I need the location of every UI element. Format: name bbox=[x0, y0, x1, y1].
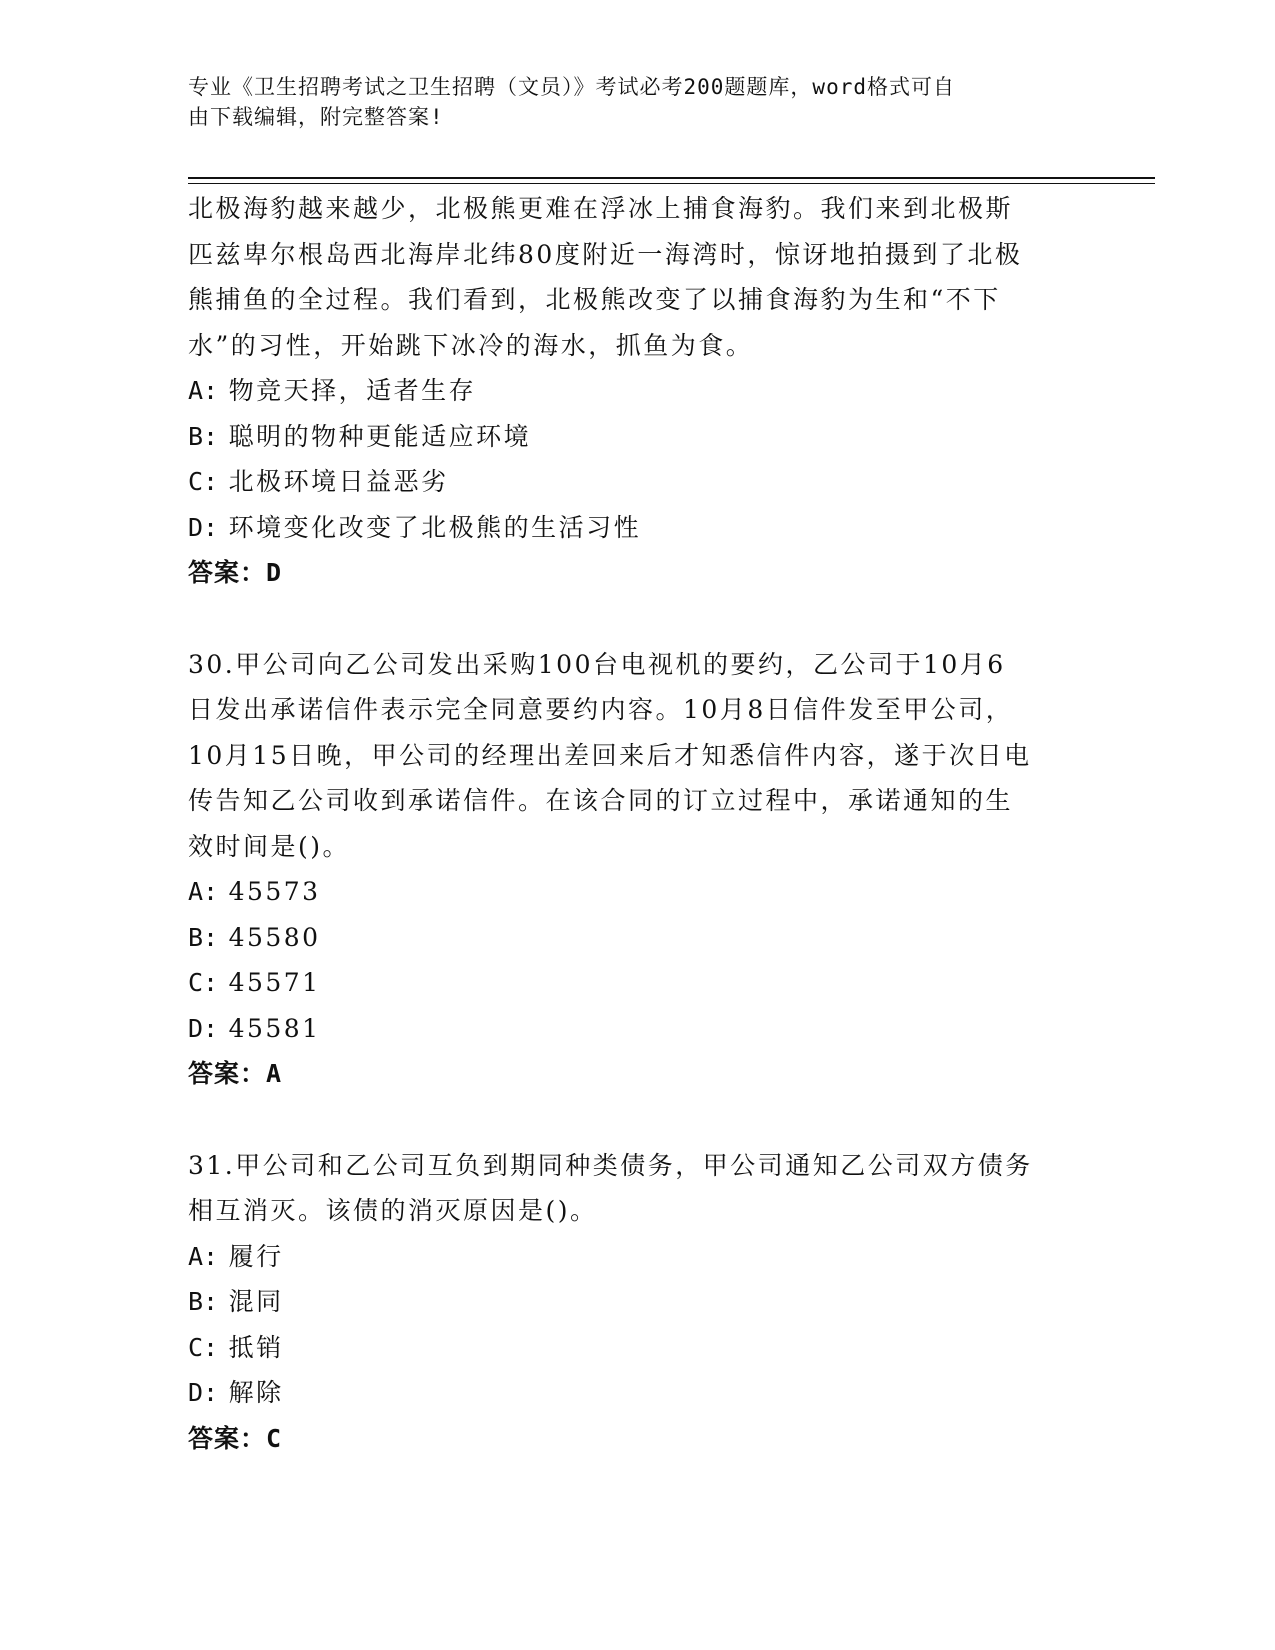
question-stem-line: 北极海豹越来越少，北极熊更难在浮冰上捕食海豹。我们来到北极斯 bbox=[188, 194, 1014, 223]
question-stem-line: 熊捕鱼的全过程。我们看到，北极熊改变了以捕食海豹为生和“不下 bbox=[188, 285, 1001, 314]
option-label: B: bbox=[188, 1287, 219, 1316]
option-label: D: bbox=[188, 1378, 219, 1407]
option-label: B: bbox=[188, 421, 219, 451]
option-label: A: bbox=[188, 1241, 219, 1271]
option-text: 物竞天择，适者生存 bbox=[228, 376, 477, 405]
document-header bbox=[188, 72, 1068, 132]
option-a bbox=[188, 1234, 1088, 1280]
question-stem bbox=[188, 186, 1088, 368]
question-stem-line: 31.甲公司和乙公司互负到期同种类债务，甲公司通知乙公司双方债务 bbox=[188, 1150, 1033, 1180]
answer-line: 答案：D bbox=[188, 558, 283, 587]
question-stem bbox=[188, 642, 1088, 870]
option-label: B: bbox=[188, 922, 219, 952]
question-stem-line: 相互消灭。该债的消灭原因是()。 bbox=[188, 1196, 598, 1225]
option-text: 履行 bbox=[228, 1241, 284, 1271]
question-list bbox=[188, 186, 1088, 1461]
question-block bbox=[188, 642, 1088, 1097]
option-label: C: bbox=[188, 968, 219, 997]
answer-line: 答案：C bbox=[188, 1423, 283, 1453]
option-c bbox=[188, 459, 1088, 505]
question-stem-line: 日发出承诺信件表示完全同意要约内容。10月8日信件发至甲公司， bbox=[188, 695, 1014, 724]
option-text: 聪明的物种更能适应环境 bbox=[228, 421, 532, 451]
option-text: 环境变化改变了北极熊的生活习性 bbox=[228, 512, 642, 542]
header-line-2: 由下载编辑，附完整答案! bbox=[188, 105, 444, 129]
option-label: D: bbox=[188, 512, 219, 542]
question-stem-line: 传告知乙公司收到承诺信件。在该合同的订立过程中，承诺通知的生 bbox=[188, 786, 1014, 815]
question-stem-line: 效时间是()。 bbox=[188, 831, 351, 861]
option-c bbox=[188, 1325, 1088, 1371]
question-stem-line: 10月15日晚，甲公司的经理出差回来后才知悉信件内容，遂于次日电 bbox=[188, 740, 1032, 770]
question-stem bbox=[188, 1143, 1088, 1234]
answer-line: 答案：A bbox=[188, 1059, 283, 1088]
question-stem-line: 匹兹卑尔根岛西北海岸北纬80度附近一海湾时，惊讶地拍摄到了北极 bbox=[188, 239, 1023, 269]
option-text: 混同 bbox=[228, 1287, 284, 1316]
option-text: 45580 bbox=[228, 922, 321, 952]
header-line-1: 专业《卫生招聘考试之卫生招聘（文员）》考试必考200题题库，word格式可自 bbox=[188, 75, 955, 99]
option-text: 45581 bbox=[228, 1013, 321, 1043]
option-d bbox=[188, 505, 1088, 551]
option-text: 解除 bbox=[228, 1378, 284, 1407]
option-label: C: bbox=[188, 1332, 219, 1362]
header-divider-thin bbox=[188, 183, 1155, 184]
option-text: 抵销 bbox=[228, 1332, 284, 1362]
question-stem-line: 水”的习性，开始跳下冰冷的海水，抓鱼为食。 bbox=[188, 330, 754, 360]
option-d bbox=[188, 1006, 1088, 1052]
option-text: 45571 bbox=[228, 968, 321, 997]
spacer bbox=[188, 1097, 1088, 1143]
question-block bbox=[188, 1143, 1088, 1462]
option-a bbox=[188, 368, 1088, 414]
option-c bbox=[188, 960, 1088, 1006]
option-a bbox=[188, 869, 1088, 915]
option-label: D: bbox=[188, 1013, 219, 1043]
spacer bbox=[188, 596, 1088, 642]
option-text: 北极环境日益恶劣 bbox=[228, 467, 449, 496]
option-label: A: bbox=[188, 877, 219, 906]
option-b bbox=[188, 915, 1088, 961]
option-d bbox=[188, 1370, 1088, 1416]
option-b bbox=[188, 414, 1088, 460]
option-label: A: bbox=[188, 376, 219, 405]
header-divider-thick bbox=[188, 177, 1155, 179]
question-stem-line: 30.甲公司向乙公司发出采购100台电视机的要约，乙公司于10月6 bbox=[188, 649, 1006, 679]
option-b bbox=[188, 1279, 1088, 1325]
question-block bbox=[188, 186, 1088, 596]
option-label: C: bbox=[188, 467, 219, 496]
option-text: 45573 bbox=[228, 877, 321, 906]
